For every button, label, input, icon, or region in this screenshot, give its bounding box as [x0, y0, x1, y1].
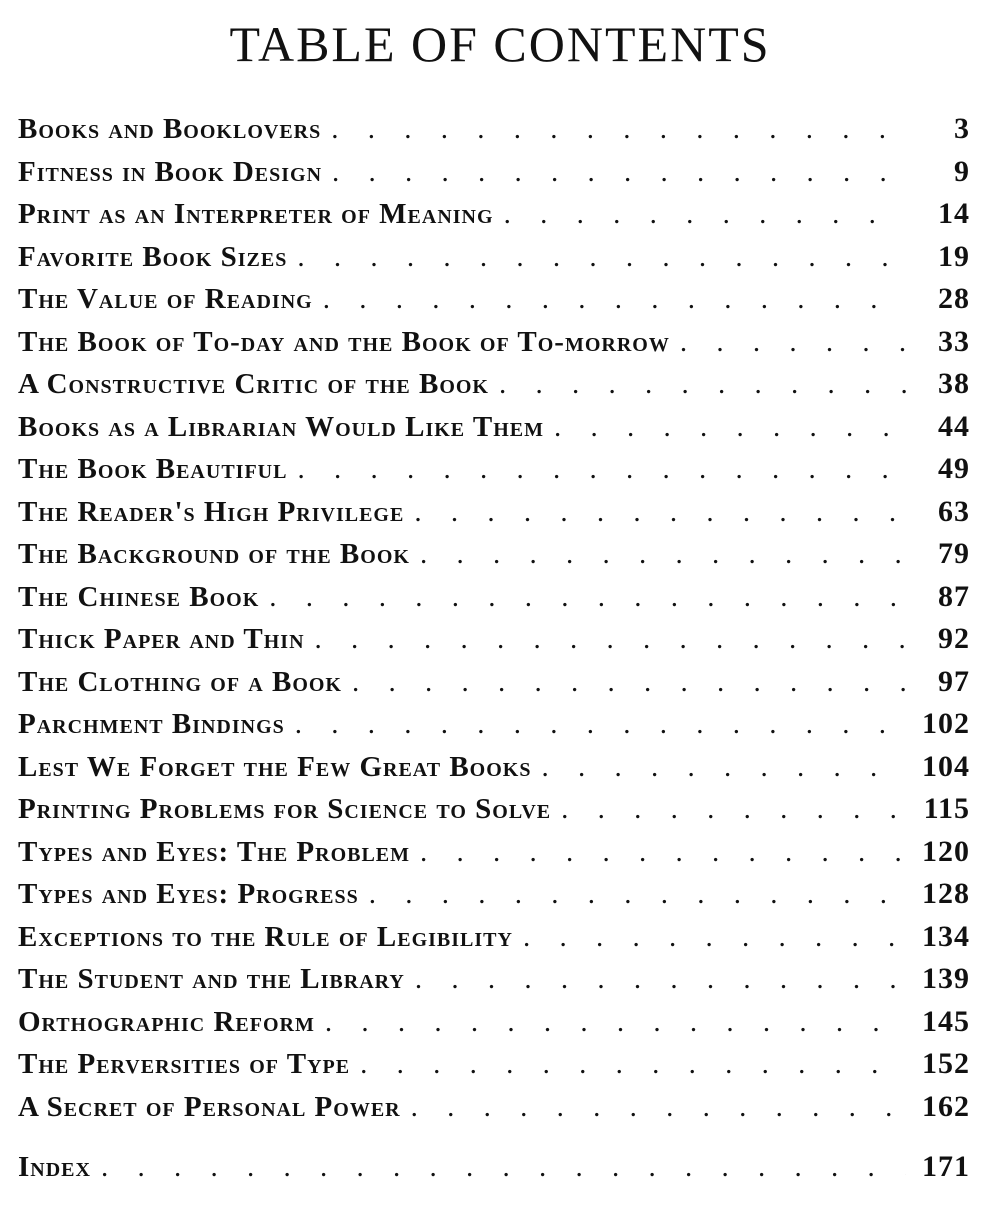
toc-entry-page: 44: [938, 409, 970, 443]
toc-entry-title: A Constructive Critic of the Book: [18, 368, 489, 400]
dot-leader: [523, 916, 906, 959]
toc-entry-title: Exceptions to the Rule of Legibility: [18, 920, 513, 953]
toc-entry: [18, 448, 970, 491]
toc-entry-page: 9: [954, 154, 970, 188]
toc-entry: [18, 831, 970, 874]
toc-entry-page: 87: [938, 579, 970, 613]
toc-entry-page: 120: [922, 834, 970, 868]
toc-entry-title: The Value of Reading: [18, 283, 313, 315]
page-title: TABLE OF CONTENTS: [229, 16, 771, 72]
dot-leader: [541, 746, 906, 789]
dot-leader: [360, 1043, 906, 1086]
dot-leader: [680, 321, 906, 364]
toc-entry-page: 79: [938, 537, 970, 570]
toc-entry: [18, 916, 970, 959]
dot-leader: [295, 703, 906, 746]
dot-leader: [352, 661, 906, 704]
dot-leader: [323, 278, 906, 321]
toc-entry: [18, 873, 970, 916]
dot-leader: [415, 958, 906, 1001]
toc-entry-page: 128: [922, 877, 970, 910]
toc-entry-title: The Chinese Book: [18, 580, 260, 613]
toc-entry-title: Fitness in Book Design: [18, 155, 323, 188]
toc-entry-page: 115: [923, 792, 970, 825]
dot-leader: [411, 1086, 906, 1129]
toc-entry-title: Types and Eyes: The Problem: [18, 835, 411, 868]
toc-entry-title: Favorite Book Sizes: [18, 240, 288, 273]
toc-entry-page: 139: [922, 962, 970, 995]
toc-entry: [18, 533, 970, 576]
toc-entry-page: 3: [954, 112, 970, 145]
toc-entry-title: Lest We Forget the Few Great Books: [18, 750, 532, 783]
toc-entry-page: 104: [922, 749, 970, 783]
toc-entry-page: 14: [938, 197, 970, 230]
toc-entry: [18, 151, 970, 194]
toc-entry-title: Books and Booklovers: [18, 113, 322, 145]
dot-leader: [414, 491, 906, 534]
toc-entry: [18, 576, 970, 619]
toc-entry: [18, 406, 970, 449]
toc-entry: [18, 788, 970, 831]
dot-leader: [269, 576, 906, 619]
toc-entry-title: The Background of the Book: [18, 538, 410, 570]
toc-entry: [18, 491, 970, 534]
dot-leader: [369, 873, 906, 916]
toc-entry-page: 134: [922, 919, 970, 953]
dot-leader: [504, 193, 906, 236]
dot-leader: [325, 1001, 906, 1044]
toc-entry-title: Thick Paper and Thin: [18, 623, 305, 655]
toc-entry-page: 152: [922, 1047, 970, 1080]
dot-leader: [561, 788, 906, 831]
dot-leader: [315, 618, 906, 661]
toc-entry: [18, 746, 970, 789]
toc-entry: [18, 236, 970, 279]
toc-entry-title: The Clothing of a Book: [18, 665, 342, 698]
toc-entry-title: Parchment Bindings: [18, 708, 285, 740]
toc-entry-title: Index: [18, 1151, 91, 1183]
toc-entry: [18, 618, 970, 661]
toc-entry-title: Print as an Interpreter of Meaning: [18, 198, 494, 230]
dot-leader: [420, 533, 906, 576]
toc-entry-title: The Book of To-day and the Book of To-morrow: [18, 325, 670, 358]
dot-leader: [554, 406, 906, 449]
toc-entry: [18, 661, 970, 704]
toc-entry: [18, 108, 970, 151]
dot-leader: [331, 108, 906, 151]
toc-entry-page: 162: [922, 1089, 970, 1123]
toc-entry-page: 28: [938, 282, 970, 315]
toc-entry: [18, 958, 970, 1001]
toc-entry-page: 171: [922, 1150, 970, 1183]
toc-entry: [18, 1043, 970, 1086]
toc-entry-title: The Student and the Library: [18, 963, 405, 995]
toc-entry-page: 33: [938, 324, 970, 358]
toc-entry-page: 92: [938, 622, 970, 655]
table-of-contents: [18, 108, 970, 1189]
toc-entry-title: Types and Eyes: Progress: [18, 878, 359, 910]
toc-entry-title: The Book Beautiful: [18, 453, 288, 485]
toc-entry-title: The Perversities of Type: [18, 1048, 351, 1080]
toc-entry-page: 38: [938, 367, 970, 400]
dot-leader: [297, 236, 906, 279]
dot-leader: [332, 151, 906, 194]
dot-leader: [297, 448, 906, 491]
toc-entry: [18, 321, 970, 364]
toc-entry-page: 49: [938, 452, 970, 485]
toc-entry: [18, 278, 970, 321]
toc-entry-page: 145: [922, 1004, 970, 1038]
toc-entry-title: Books as a Librarian Would Like Them: [18, 410, 544, 443]
dot-leader: [499, 363, 906, 406]
toc-entry-page: 102: [922, 707, 970, 740]
toc-entry: [18, 703, 970, 746]
dot-leader: [420, 831, 906, 874]
toc-index-entry: [18, 1146, 970, 1189]
toc-entry: [18, 193, 970, 236]
dot-leader: [101, 1146, 906, 1189]
toc-entry-page: 97: [938, 664, 970, 698]
toc-entry-title: Orthographic Reform: [18, 1005, 315, 1038]
toc-entry: [18, 1086, 970, 1129]
toc-entry: [18, 1001, 970, 1044]
toc-entry: [18, 363, 970, 406]
toc-entry-title: The Reader's High Privilege: [18, 495, 405, 528]
toc-entry-page: 19: [938, 239, 970, 273]
toc-entry-title: Printing Problems for Science to Solve: [18, 793, 552, 825]
toc-entry-page: 63: [938, 494, 970, 528]
toc-entry-title: A Secret of Personal Power: [18, 1090, 401, 1123]
